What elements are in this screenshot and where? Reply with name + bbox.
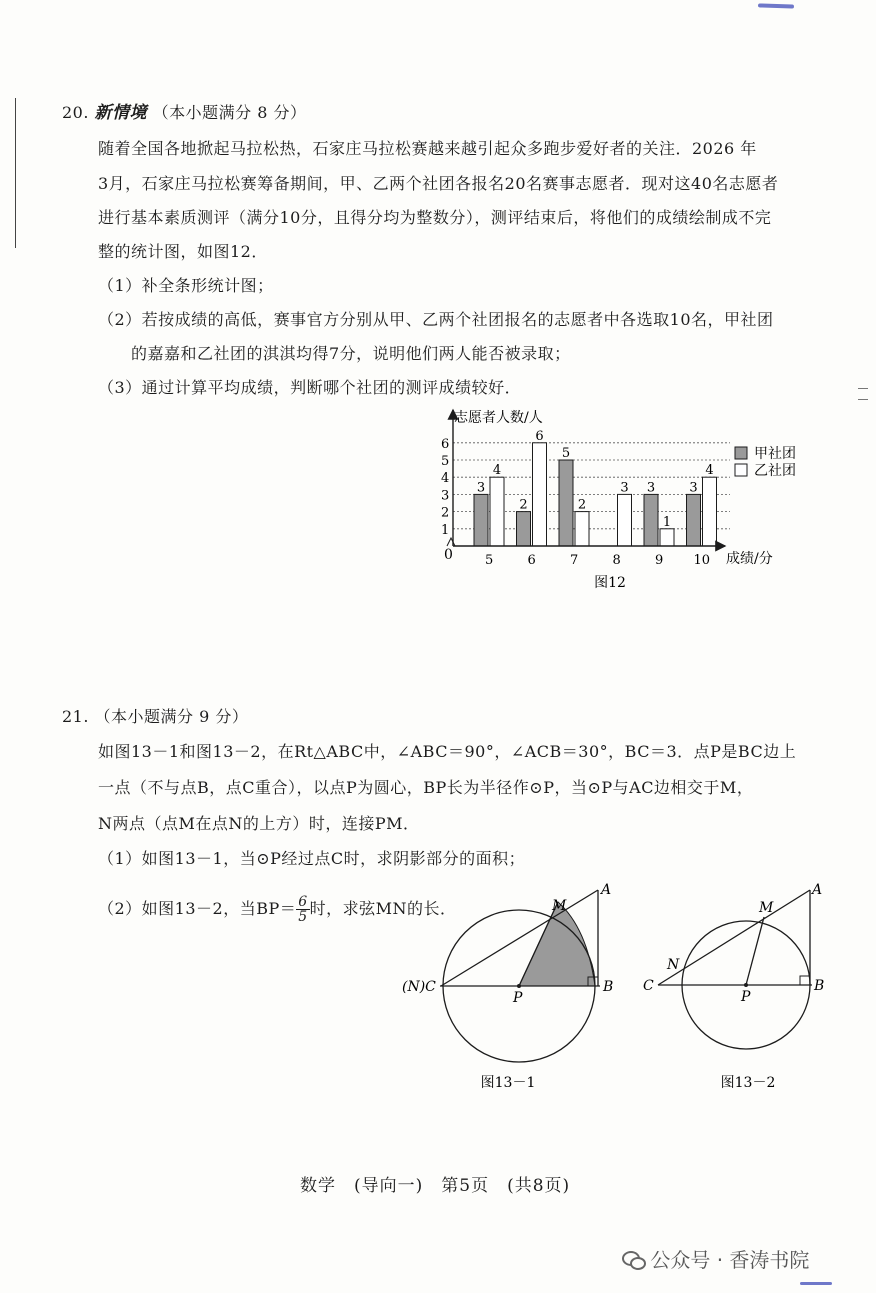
- axis-break: [447, 538, 455, 546]
- bar-jia-9: [644, 494, 658, 546]
- pen-mark-top: [758, 3, 794, 8]
- fraction-denominator: 5: [298, 909, 308, 925]
- page-footer: 数学 (导向一) 第5页 (共8页): [300, 1176, 571, 1196]
- data-label: 5: [561, 446, 571, 461]
- q20-sub-3: （3）通过计算平均成绩，判断哪个社团的测评成绩较好．: [98, 378, 522, 397]
- q21-score: （本小题满分 9 分）: [94, 707, 249, 726]
- q20-number: 20.: [62, 103, 89, 122]
- q21-number: 21.: [62, 707, 89, 726]
- legend-swatch-yi: [735, 464, 747, 476]
- point-p: [744, 983, 748, 987]
- point-p: [517, 984, 521, 988]
- fraction-6-5: [296, 895, 309, 924]
- q20-sub-2b: 的嘉嘉和乙社团的淇淇均得7分，说明他们两人能否被录取；: [131, 344, 571, 363]
- y-tick-label: 1: [441, 522, 450, 538]
- q21-sub-2-post: 时，求弦MN的长．: [309, 899, 457, 918]
- right-angle-mark: [800, 976, 810, 985]
- x-tick-label: 5: [485, 553, 494, 568]
- label-n: N: [667, 957, 680, 973]
- q20-line-3: 进行基本素质测评（满分10分，且得分均为整数分），测评结束后，将他们的成绩绘制成不完: [98, 208, 772, 227]
- q20-line-2: 3月，石家庄马拉松赛筹备期间，甲、乙两个社团各报名20名赛事志愿者．现对这40名志愿者: [98, 174, 779, 193]
- y-axis-label: 志愿者人数/人: [454, 410, 543, 426]
- figure-12-chart: [420, 402, 820, 592]
- margin-mark-right: [858, 388, 868, 400]
- label-b: B: [814, 978, 825, 994]
- q20-line-4: 整的统计图，如图12．: [98, 242, 268, 261]
- line-ca: [658, 890, 810, 985]
- data-label: 1: [662, 514, 672, 530]
- chart-caption: 图12: [594, 575, 626, 591]
- q21-sub-1: （1）如图13－1，当⊙P经过点C时，求阴影部分的面积；: [98, 849, 526, 868]
- data-label: 3: [620, 480, 629, 496]
- y-tick-label: 6: [441, 436, 450, 452]
- q21-line-2: 一点（不与点B，点C重合），以点P为圆心，BP长为半径作⊙P，当⊙P与AC边相交于M，: [98, 778, 754, 797]
- x-tick-label: 7: [570, 553, 579, 568]
- legend-swatch-jia: [735, 447, 747, 459]
- label-m: M: [759, 900, 774, 916]
- bar-yi-9: [660, 529, 674, 546]
- bar-yi-7: [575, 512, 589, 546]
- x-axis-label: 成绩/分: [726, 551, 773, 567]
- q21-line-3: N两点（点M在点N的上方）时，连接PM．: [98, 814, 420, 833]
- watermark-text: 公众号 · 香涛书院: [650, 1248, 810, 1272]
- bar-jia-7: [559, 460, 573, 546]
- legend-label-jia: 甲社团: [754, 446, 796, 462]
- data-label: 2: [577, 497, 587, 513]
- q20-header: [62, 103, 307, 123]
- bar-yi-10: [703, 477, 717, 546]
- q21-header: [62, 707, 248, 727]
- label-p: P: [513, 990, 523, 1006]
- watermark: [622, 1244, 809, 1273]
- data-label: 3: [646, 480, 656, 496]
- q20-sub-1: （1）补全条形统计图；: [98, 276, 274, 295]
- x-tick-label: 6: [527, 553, 536, 568]
- y-tick-label: 5: [441, 454, 450, 469]
- y-tick-label: 2: [441, 505, 450, 521]
- q20-score: （本小题满分 8 分）: [152, 103, 307, 122]
- x-tick-label: 8: [612, 553, 621, 568]
- bar-yi-8: [618, 494, 632, 546]
- caption-13-1: 图13－1: [480, 1075, 536, 1091]
- x-tick-label: 10: [693, 553, 711, 568]
- q20-sub-2a: （2）若按成绩的高低，赛事官方分别从甲、乙两个社团报名的志愿者中各选取10名，甲社团: [98, 310, 774, 329]
- data-label: 3: [476, 480, 486, 496]
- wechat-icon: [622, 1251, 644, 1269]
- bar-jia-6: [517, 512, 531, 546]
- data-label: 4: [492, 463, 502, 479]
- label-nc: (N)C: [402, 979, 436, 995]
- bar-jia-5: [474, 494, 488, 546]
- legend-label-yi: 乙社团: [754, 463, 796, 479]
- label-m: M: [552, 898, 567, 914]
- line-pm: [746, 917, 764, 985]
- bar-jia-10: [687, 494, 701, 546]
- q21-line-1: 如图13－1和图13－2，在Rt△ABC中，∠ABC＝90°，∠ACB＝30°，BC＝3．点P是BC边上: [98, 742, 797, 761]
- legend: [735, 446, 796, 479]
- margin-mark-left: [15, 98, 16, 248]
- label-b: B: [603, 979, 614, 995]
- q20-line-1: 随着全国各地掀起马拉松热，石家庄马拉松赛越来越引起众多跑步爱好者的关注．2026 年: [98, 139, 757, 158]
- bar-yi-5: [490, 477, 504, 546]
- data-label: 2: [519, 497, 528, 513]
- figure-13-1: [395, 880, 635, 1095]
- data-label: 4: [705, 463, 714, 479]
- data-label: 6: [535, 428, 544, 444]
- data-label: 3: [689, 480, 698, 496]
- q21-sub-2-pre: （2）如图13－2，当BP＝: [98, 899, 297, 918]
- label-a: A: [601, 882, 612, 898]
- q20-new-tag: 新情境: [94, 103, 148, 123]
- fraction-numerator: 6: [298, 894, 308, 910]
- label-p: P: [741, 989, 751, 1005]
- caption-13-2: 图13－2: [720, 1075, 776, 1091]
- figure-13-2: [636, 880, 836, 1095]
- y-tick-label: 3: [441, 488, 450, 504]
- y-tick-label: 4: [441, 471, 450, 487]
- label-c: C: [643, 978, 654, 994]
- label-a: A: [812, 882, 823, 898]
- x-tick-label: 9: [655, 553, 664, 568]
- bar-yi-6: [533, 443, 547, 546]
- pen-mark-bottom: [800, 1282, 832, 1285]
- origin-label: 0: [444, 547, 453, 563]
